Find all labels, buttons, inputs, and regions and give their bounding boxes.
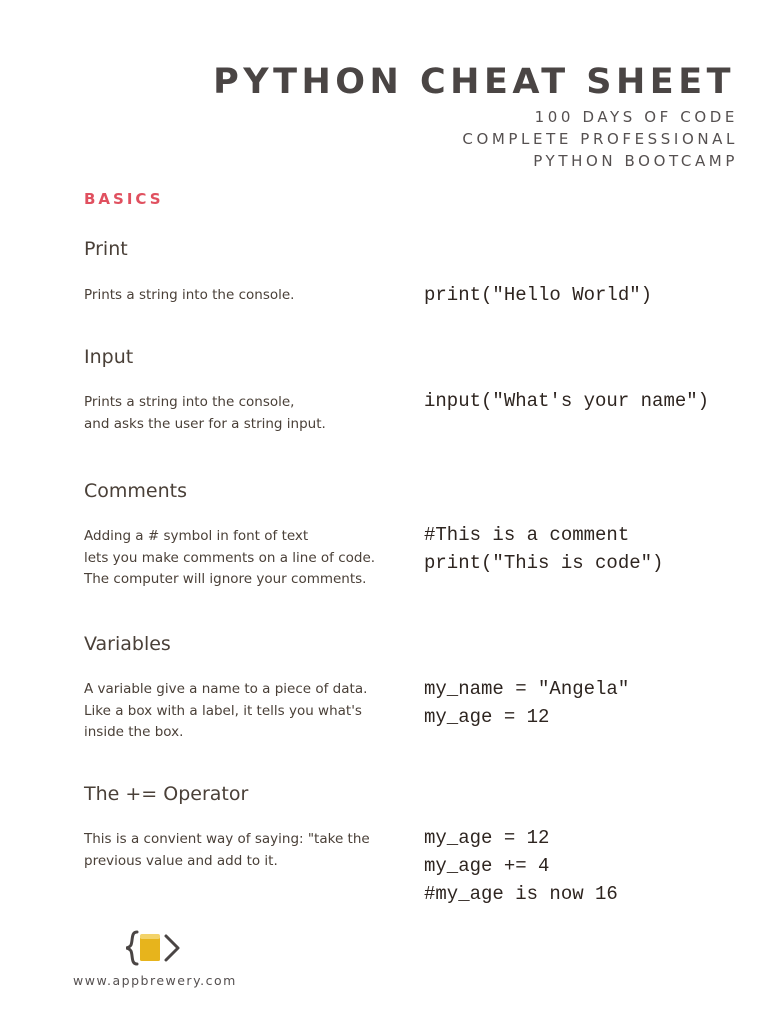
description-line: This is a convient way of saying: "take the — [84, 831, 370, 847]
description-line: The computer will ignore your comments. — [84, 571, 367, 587]
header — [213, 58, 738, 172]
code-line: print("Hello World") — [424, 284, 653, 306]
logo-angle-bracket-shape — [166, 936, 178, 960]
description-line: lets you make comments on a line of code. — [84, 549, 376, 566]
entry-title-input: Input — [84, 346, 134, 368]
entry-description-variables — [84, 679, 404, 744]
section-label-basics: BASICS — [84, 190, 164, 208]
entry-code-print — [424, 281, 652, 309]
subtitle-line-3: PYTHON BOOTCAMP — [533, 152, 738, 170]
code-line: input("What's your name") — [424, 390, 710, 412]
code-line: my_name = "Angela" — [424, 678, 630, 700]
code-line: my_age = 12 — [424, 706, 550, 728]
code-line: print("This is code") — [424, 552, 664, 574]
entry-description-print — [84, 285, 404, 307]
description-line: Prints a string into the console. — [84, 287, 295, 303]
code-line: #This is a comment — [424, 524, 630, 546]
entry-description-input — [84, 392, 404, 435]
subtitle-line-2: COMPLETE PROFESSIONAL — [462, 130, 738, 148]
entry-code-variables — [424, 675, 629, 731]
app-brewery-logo-icon — [123, 928, 183, 968]
description-line: previous value and add to it. — [84, 852, 278, 869]
entry-title-print: Print — [84, 238, 128, 260]
logo-glass-shape — [140, 937, 160, 961]
entry-title-comments: Comments — [84, 480, 187, 502]
entry-code-plus-equals — [424, 824, 618, 908]
website-link[interactable]: www.appbrewery.com — [73, 973, 237, 988]
entry-code-input — [424, 387, 709, 415]
logo-curly-brace-shape — [126, 932, 137, 964]
entry-description-comments — [84, 526, 404, 591]
code-line: #my_age is now 16 — [424, 883, 618, 905]
description-line: Like a box with a label, it tells you what's — [84, 702, 362, 719]
entry-title-variables: Variables — [84, 633, 171, 655]
entry-title-plus-equals: The += Operator — [84, 783, 249, 805]
entry-description-plus-equals — [84, 829, 404, 872]
description-line: Prints a string into the console, — [84, 394, 295, 410]
code-line: my_age = 12 — [424, 827, 550, 849]
page-title: PYTHON CHEAT SHEET — [213, 62, 735, 102]
entry-code-comments — [424, 521, 663, 577]
description-line: A variable give a name to a piece of data. — [84, 681, 368, 697]
subtitle-line-1: 100 DAYS OF CODE — [534, 108, 738, 126]
code-line: my_age += 4 — [424, 855, 550, 877]
description-line: Adding a # symbol in font of text — [84, 528, 309, 544]
description-line: and asks the user for a string input. — [84, 415, 326, 432]
logo-foam-shape — [140, 934, 160, 939]
description-line: inside the box. — [84, 724, 184, 740]
